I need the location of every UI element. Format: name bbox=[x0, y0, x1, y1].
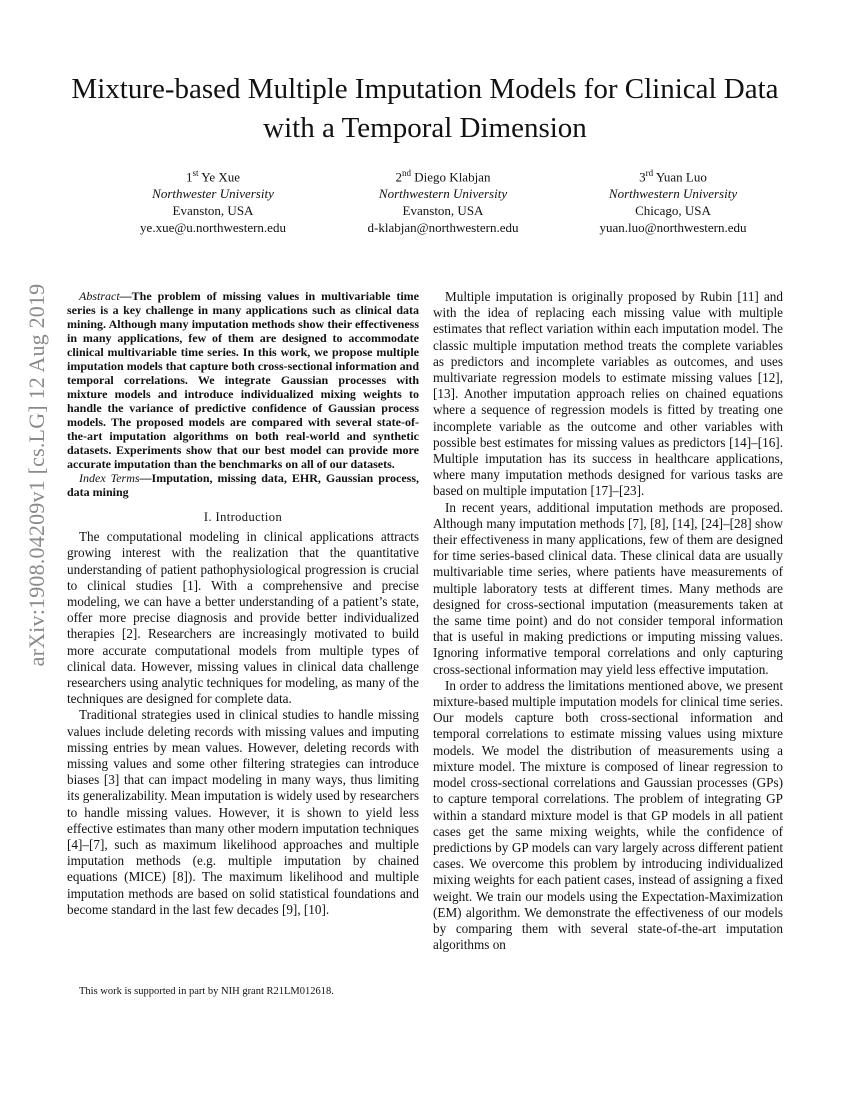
arxiv-identifier-text: arXiv:1908.04209v1 [cs.LG] 12 Aug 2019 bbox=[24, 283, 49, 667]
author-ordinal: 2 bbox=[395, 169, 403, 185]
section-heading: I. Introduction bbox=[203, 510, 283, 524]
author-affiliation: Northwestern University bbox=[378, 186, 508, 202]
author-2 bbox=[328, 165, 558, 236]
author-name-line bbox=[558, 165, 788, 185]
author-1 bbox=[98, 165, 328, 236]
body-paragraph: In order to address the limitations mentioned above, we present mixture-based multiple imputation models for clinical time series. Our models capture both cross-sectional information and temporal correlations to estimate missing values using mixture models. We model the distribution of measurements using a mixture model. The mixture is composed of linear regression to model cross-sectional correlations and Gaussian processes (GPs) to capture temporal correlations. The problem of integrating GP within a standard mixture model is that GP models in all patient cases get the same mixing weights, while the confidence of predictions by GP models can vary largely across different patient cases. We overcome this problem by introducing individualized mixing weights for each patient cases, instead of assigning a fixed weight. We train our models using the Expectation-Maximization (EM) algorithm. We demonstrate the effectiveness of our models by comparing them with several state-of-the-art imputation algorithms on bbox=[433, 677, 783, 953]
author-affiliation: Northwester University bbox=[152, 186, 274, 202]
author-location: Evanston, USA bbox=[172, 203, 254, 219]
footnote: This work is supported in part by NIH grant R21LM012618. bbox=[79, 986, 334, 997]
index-terms bbox=[67, 471, 419, 499]
author-ordinal-suffix: rd bbox=[645, 168, 654, 178]
author-affiliation: Northwestern University bbox=[608, 186, 738, 202]
arxiv-identifier bbox=[22, 283, 52, 667]
author-email: ye.xue@u.northwestern.edu bbox=[140, 220, 286, 236]
author-name-line bbox=[328, 165, 558, 185]
author-ordinal: 1 bbox=[185, 169, 193, 185]
author-block bbox=[98, 165, 788, 236]
paper-title: Mixture-based Multiple Imputation Models for Clinical Data with a Temporal Dimension bbox=[71, 73, 779, 144]
abstract-label: Abstract bbox=[79, 289, 120, 303]
author-ordinal-suffix: nd bbox=[402, 168, 412, 178]
author-3 bbox=[558, 165, 788, 236]
author-name: Diego Klabjan bbox=[414, 169, 491, 185]
author-location: Chicago, USA bbox=[635, 203, 711, 219]
body-paragraph: In recent years, additional imputation methods are proposed. Although many imputation methods [7], [8], [14], [24]–[28] show their effectiveness in many applications, few of them are designed for time series-based clinical data. These clinical data are usually multivariable time series, where patients have measurements of multiple laboratory tests at different times. Many methods are designed for cross-sectional imputation (measurements taken at the same time point) and do not consider temporal information that is useful in making predictions or imputing missing values. Ignoring informative temporal correlations and only capturing cross-sectional information may yield less effective imputation. bbox=[433, 499, 783, 677]
author-name: Yuan Luo bbox=[655, 169, 707, 185]
body-paragraph: The computational modeling in clinical applications attracts growing interest with the realization that the quantitative understanding of patient pathophysiological progression is crucial to clinical studies [1]. With a comprehensive and precise modeling, we can have a better understanding of a patient’s state, offer more precise diagnosis and provide better individualized therapies [2]. Researchers are increasingly motivated to build more accurate computational models from multiple types of clinical data. However, missing values in clinical data challenge researchers using analytic techniques for modeling, as many of the techniques are designed for complete data. bbox=[67, 529, 419, 707]
abstract-text: —The problem of missing values in multivariable time series is a key challenge in many applications such as clinical data mining. Although many imputation methods show their effectiveness in many applications, few of them are designed to accommodate clinical multivariable time series. In this work, we propose multiple imputation models that capture both cross-sectional information and temporal correlations. We integrate Gaussian processes with mixture models and introduce individualized mixing weights to handle the variance of predictive confidence of Gaussian process models. The proposed models are compared with several state-of-the-art imputation algorithms on both real-world and synthetic datasets. Experiments show that our best model can provide more accurate imputation than the benchmarks on all of our datasets. bbox=[67, 289, 419, 471]
index-terms-text: —Imputation, missing data, EHR, Gaussian process, data mining bbox=[67, 471, 419, 499]
left-column bbox=[67, 289, 419, 918]
author-ordinal: 3 bbox=[639, 169, 646, 185]
right-column bbox=[433, 289, 783, 953]
author-ordinal-suffix: st bbox=[192, 168, 199, 178]
author-email: yuan.luo@northwestern.edu bbox=[599, 220, 747, 236]
author-name: Ye Xue bbox=[201, 169, 241, 185]
author-name-line bbox=[98, 165, 328, 185]
abstract bbox=[67, 289, 419, 471]
index-terms-label: Index Terms bbox=[79, 471, 140, 485]
author-location: Evanston, USA bbox=[402, 203, 484, 219]
author-email: d-klabjan@northwestern.edu bbox=[367, 220, 519, 236]
body-paragraph: Traditional strategies used in clinical studies to handle missing values include deleting records with missing values and imputing missing entries by mean values. However, deleting records with missing values and some other filtering strategies can introduce biases [3] that can impact modeling in many ways, thus limiting its generalizability. Mean imputation is widely used by researchers to handle missing values. However, it is shown to yield less effective estimates than many other modern imputation techniques [4]–[7], such as maximum likelihood approaches and multiple imputation methods (e.g. multiple imputation by chained equations (MICE) [8]). The maximum likelihood and multiple imputation methods are based on solid statistical foundations and become standard in the last few decades [9], [10]. bbox=[67, 707, 419, 917]
body-paragraph: Multiple imputation is originally proposed by Rubin [11] and with the idea of replacing each missing value with multiple estimates that reflect variation within each imputation model. The classic multiple imputation method treats the complete variables as predictors and incomplete variables as outcomes, and uses multivariate regression models to estimate missing values [12], [13]. Another imputation approach relies on chained equations where a sequence of regression models is fitted by treating one incomplete variable as the outcome and other variables with possible best estimates for missing values as predictors [14]–[16]. Multiple imputation has its success in healthcare applications, where many imputation methods designed for various tasks are based on multiple imputation [17]–[23]. bbox=[433, 289, 783, 499]
